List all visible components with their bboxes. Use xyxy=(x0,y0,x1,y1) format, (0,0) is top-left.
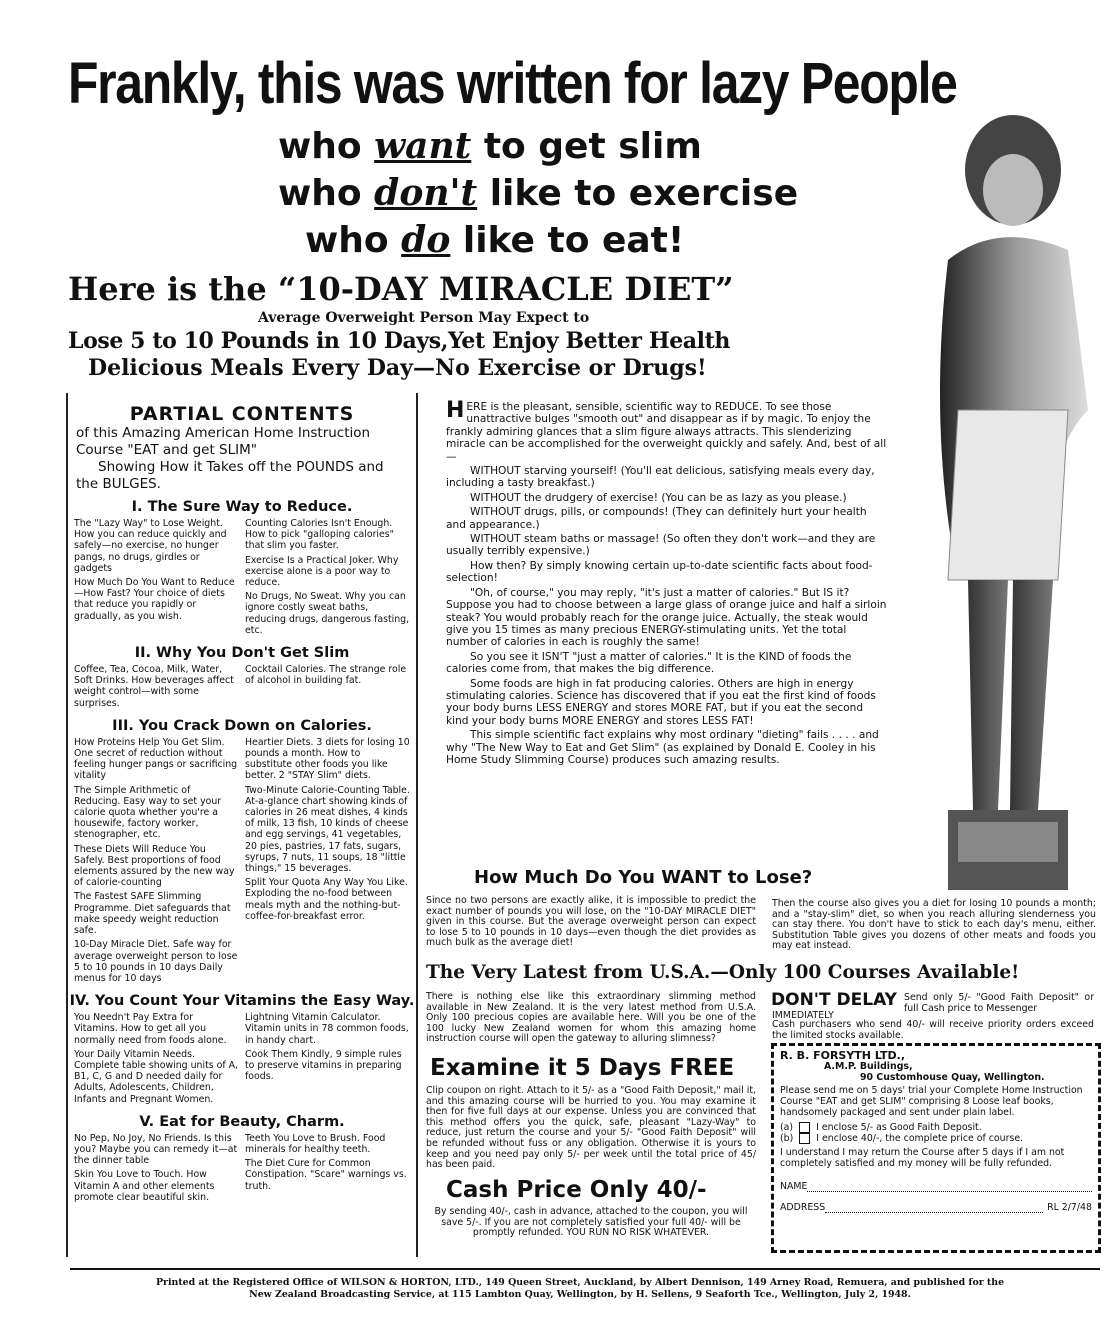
contents-item: Exercise Is a Practical Joker. Why exercise alone is a poor way to reduce. xyxy=(245,554,399,589)
expect-line: Average Overweight Person May Expect to xyxy=(258,310,590,326)
coupon-note: I understand I may return the Course after 5 days if I am not completely satisfied and my money will be fully refunded. xyxy=(780,1147,1065,1169)
delay-paragraph-2: Cash purchasers who send 40/- will receive priority orders exceed the limited stocks available. xyxy=(772,1019,1094,1041)
cash-price-heading: Cash Price Only 40/- xyxy=(446,1177,707,1203)
option-b-text: I enclose 40/-, the complete price of course. xyxy=(816,1133,1024,1144)
option-b-label: (b) xyxy=(780,1133,794,1144)
want-paragraph-2: Then the course also gives you a diet for losing 10 pounds a month; and a "stay-slim" diet, so when you reach alluring slenderness you can stay there. You don't have to stick to each day's menu, either. Substitution Table gives you dozens of other meats and foods you may eat instead. xyxy=(772,898,1096,952)
order-coupon xyxy=(771,1043,1101,1253)
contents-item: Lightning Vitamin Calculator. Vitamin units in 78 common foods, in handy chart. xyxy=(245,1012,409,1046)
footer-rule xyxy=(70,1268,1100,1270)
subhead-dont: who don't like to exercise xyxy=(278,172,799,214)
contents-item: Your Daily Vitamin Needs. Complete table showing units of A, B1, C, G and D needed daily for Adults, Adolescents, Children, Infants and Pregnant Women. xyxy=(74,1048,239,1105)
contents-item: Skin You Love to Touch. How Vitamin A and other elements promote clear beautiful skin. xyxy=(74,1169,215,1203)
contents-item: Two-Minute Calorie-Counting Table. At-a-glance chart showing kinds of calories in 26 meat dishes, 4 kinds of milk, 13 fish, 10 kinds of cheese and egg servings, 41 vegetables, 20 pies, pastries, 17 fats, sugars, syrups, 7 nuts, 11 soups, 18 "little things," 15 beverages. xyxy=(245,784,410,875)
section-3-heading: III. You Crack Down on Calories. xyxy=(112,717,372,734)
headline: Frankly, this was written for lazy People xyxy=(68,51,957,116)
immediately-label: IMMEDIATELY xyxy=(772,1010,834,1021)
contents-item: The Fastest SAFE Slimming Programme. Diet safeguards that make speedy weight reduction safe. xyxy=(74,891,231,937)
examine-heading: Examine it 5 Days FREE xyxy=(430,1055,735,1081)
contents-item: Split Your Quota Any Way You Like. Exploding the no-food between meals myth and the nothing-but-coffee-for-breakfast error. xyxy=(245,877,408,922)
body-paragraph: This simple scientific fact explains why most ordinary "dieting" fails . . . . and why "The New Way to Eat and Get Slim" (as explained by Donald E. Cooley in his Home Study Slimming Course) produces such amazing results. xyxy=(446,729,879,766)
section-2-heading: II. Why You Don't Get Slim xyxy=(134,645,350,662)
cash-paragraph: By sending 40/-, cash in advance, attached to the coupon, you will save 5/-. If you are not completely satisfied your full 40/- will be promptly refunded. YOU RUN NO RISK WHATEVER. xyxy=(434,1206,748,1239)
body-paragraph: ERE is the pleasant, sensible, scientific way to REDUCE. To see those unattractive bulges "smooth out" and disappear as if by magic. To enjoy the frankly admiring glances that a slim figure always attracts. This slenderizing miracle can be accomplished for the overweight quickly and safely. And, best of all— xyxy=(446,401,887,463)
diet-title: Here is the “10-DAY MIRACLE DIET” xyxy=(68,270,734,308)
contents-intro: of this Amazing American Home Instruction Course "EAT and get SLIM" xyxy=(76,425,371,458)
contents-item: Coffee, Tea, Cocoa, Milk, Water, Soft Drinks. How beverages affect weight control—with some surprises. xyxy=(74,664,234,709)
contents-item: How Proteins Help You Get Slim. One secret of reduction without feeling hunger pangs or sacrificing vitality xyxy=(74,736,238,782)
contents-item: Cook Them Kindly, 9 simple rules to preserve vitamins in preparing foods. xyxy=(245,1048,402,1083)
address-row xyxy=(780,1202,1092,1213)
dont-delay-heading: DON'T DELAY xyxy=(771,990,897,1010)
latest-heading: The Very Latest from U.S.A.—Only 100 Courses Available! xyxy=(426,962,1020,983)
body-paragraph: WITHOUT the drudgery of exercise! (You can be as lazy as you please.) xyxy=(470,491,847,504)
option-b-row xyxy=(780,1133,1092,1144)
lose-line: Lose 5 to 10 Pounds in 10 Days,Yet Enjoy Better Health xyxy=(68,328,730,354)
want-paragraph-1: Since no two persons are exactly alike, it is impossible to predict the exact number of pounds you will lose, on the "10-DAY MIRACLE DIET" given in this course. But the average overweight person can expect to lose 5 to 10 pounds in 10 days—even though the diet provides as much bulk as the average diet! xyxy=(426,895,756,949)
subhead-want: who want to get slim xyxy=(278,125,702,167)
name-row xyxy=(780,1181,1092,1192)
coupon-address: 90 Customhouse Quay, Wellington. xyxy=(860,1072,1045,1083)
footer-imprint xyxy=(80,1277,1080,1301)
contents-item: The "Lazy Way" to Lose Weight. How you can reduce quickly and safely—no exercise, no hunger pangs, no drugs, girdles or gadgets xyxy=(74,518,227,574)
subhead-do: who do like to eat! xyxy=(305,219,685,261)
section-4-heading: IV. You Count Your Vitamins the Easy Way. xyxy=(69,993,415,1010)
coupon-firm: R. B. FORSYTH LTD., xyxy=(780,1049,906,1062)
body-paragraph: WITHOUT starving yourself! (You'll eat delicious, satisfying meals every day, including a tasty breakfast.) xyxy=(446,465,875,490)
contents-item: 10-Day Miracle Diet. Safe way for average overweight person to lose 5 to 10 pounds in 10 days Daily menus for 10 days xyxy=(74,939,238,984)
address-label: ADDRESS xyxy=(780,1202,826,1213)
examine-paragraph: Clip coupon on right. Attach to it 5/- as a "Good Faith Deposit," mail it, and this amazing course will be hurried to you. You may examine it then for five full days at our expense. Unless you are convinced that this method offers you the quick, safe, pleasant "Lazy-Way" to reduce, just return the course and your 5/- "Good Faith Deposit" will be refunded without fuss or any obligation. Otherwise it is yours to keep and you need pay only 5/- per week until the total price of 45/ has been paid. xyxy=(426,1085,756,1171)
contents-title: PARTIAL CONTENTS xyxy=(129,403,355,425)
option-a-row xyxy=(780,1122,1092,1133)
latest-paragraph: There is nothing else like this extraordinary slimming method available in New Zealand. It is the very latest method from U.S.A. Only 100 precious copies are available here. Will you be one of the 100 lucky New Zealand women for whom this amazing home instruction course will open the gateway to alluring slimness? xyxy=(426,991,756,1045)
body-text xyxy=(446,398,888,768)
section-1-heading: I. The Sure Way to Reduce. xyxy=(131,499,353,515)
name-label: NAME xyxy=(780,1181,808,1192)
body-paragraph: WITHOUT steam baths or massage! (So often they don't work—and they are usually terribly expensive.) xyxy=(446,533,876,558)
body-paragraph: How then? By simply knowing certain up-to-date scientific facts about food-selection! xyxy=(446,559,873,585)
coupon-code: RL 2/7/48 xyxy=(1047,1202,1092,1213)
section-5-heading: V. Eat for Beauty, Charm. xyxy=(139,1113,345,1130)
woman-figure-illustration xyxy=(888,110,1112,895)
body-paragraph: So you see it ISN'T "just a matter of calories." It is the KIND of foods the calories come from, that makes the big difference. xyxy=(446,650,852,676)
meals-line: Delicious Meals Every Day—No Exercise or Drugs! xyxy=(88,355,707,381)
contents-item: No Drugs, No Sweat. Why you can ignore costly sweat baths, reducing drugs, dangerous fasting, etc. xyxy=(245,591,410,636)
contents-item: No Pep, No Joy, No Friends. Is this you? Maybe you can remedy it—at the dinner table xyxy=(74,1132,238,1167)
coupon-text: Please send me on 5 days' trial your Complete Home Instruction Course "EAT and get SLIM" comprising 8 Loose leaf books, handsomely packaged and sent under plain label. xyxy=(780,1085,1083,1118)
contents-item: The Diet Cure for Common Constipation. "Scare" warnings vs. truth. xyxy=(245,1158,407,1192)
delay-paragraph: Send only 5/- "Good Faith Deposit" or full Cash price to Messenger xyxy=(904,992,1094,1014)
option-a-text: I enclose 5/- as Good Faith Deposit. xyxy=(816,1122,982,1133)
coupon-building: A.M.P. Buildings, xyxy=(824,1061,913,1072)
option-b-checkbox[interactable] xyxy=(799,1133,810,1144)
body-paragraph: WITHOUT drugs, pills, or compounds! (They can definitely hurt your health and appearance.) xyxy=(446,506,867,531)
contents-item: Teeth You Love to Brush. Food minerals for healthy teeth. xyxy=(245,1132,386,1155)
body-paragraph: "Oh, of course," you may reply, "it's just a matter of calories." But IS it? Suppose you had to choose between a large glass of orange juice and half a sirloin steak? You would probably reach for the orange juice. Actually, the steak would give you 15 times as many precious ENERGY-stimulating units. Yet the total number of calories in each is roughly the same! xyxy=(446,586,887,649)
want-heading: How Much Do You WANT to Lose? xyxy=(474,867,813,888)
footer-line-2: New Zealand Broadcasting Service, at 115 Lambton Quay, Wellington, by H. Sellens, 9 Seaforth Tce., Wellington, July 2, 1948. xyxy=(249,1289,911,1300)
drop-cap: H xyxy=(446,398,465,423)
footer-line-1: Printed at the Registered Office of WILSON & HORTON, LTD., 149 Queen Street, Auckland, by Albert Dennison, 149 Arney Road, Remuera, and published for the xyxy=(155,1277,1005,1288)
name-field[interactable] xyxy=(807,1182,1092,1192)
body-paragraph: Some foods are high in fat producing calories. Others are high in energy stimulating calories. Science has discovered that if you eat the first kind of foods your body burns LESS ENERGY and stores MORE FAT, but if you eat the second kind your body burns MORE ENERGY and stores LESS FAT! xyxy=(446,677,876,727)
contents-intro-2: Showing How it Takes off the POUNDS and the BULGES. xyxy=(76,459,384,492)
contents-item: The Simple Arithmetic of Reducing. Easy way to set your calorie quota whether you're a housewife, factory worker, stenographer, etc. xyxy=(74,784,222,841)
option-a-checkbox[interactable] xyxy=(799,1122,810,1133)
contents-item: How Much Do You Want to Reduce—How Fast? Your choice of diets that reduce you rapidly or gradually, as you wish. xyxy=(74,577,235,622)
address-field[interactable] xyxy=(825,1203,1043,1213)
contents-item: These Diets Will Reduce You Safely. Best proportions of food elements assured by the new way of calorie-counting xyxy=(74,843,235,889)
contents-item: You Needn't Pay Extra for Vitamins. How to get all you normally need from foods alone. xyxy=(74,1012,227,1046)
contents-item: Cocktail Calories. The strange role of alcohol in building fat. xyxy=(245,664,407,687)
option-a-label: (a) xyxy=(780,1122,794,1133)
contents-item: Counting Calories Isn't Enough. How to pick "galloping calories" that slim you faster. xyxy=(245,518,394,552)
partial-contents-box xyxy=(66,393,418,1257)
contents-item: Heartier Diets. 3 diets for losing 10 pounds a month. How to substitute other foods you like better. 2 "STAY Slim" diets. xyxy=(245,736,410,782)
